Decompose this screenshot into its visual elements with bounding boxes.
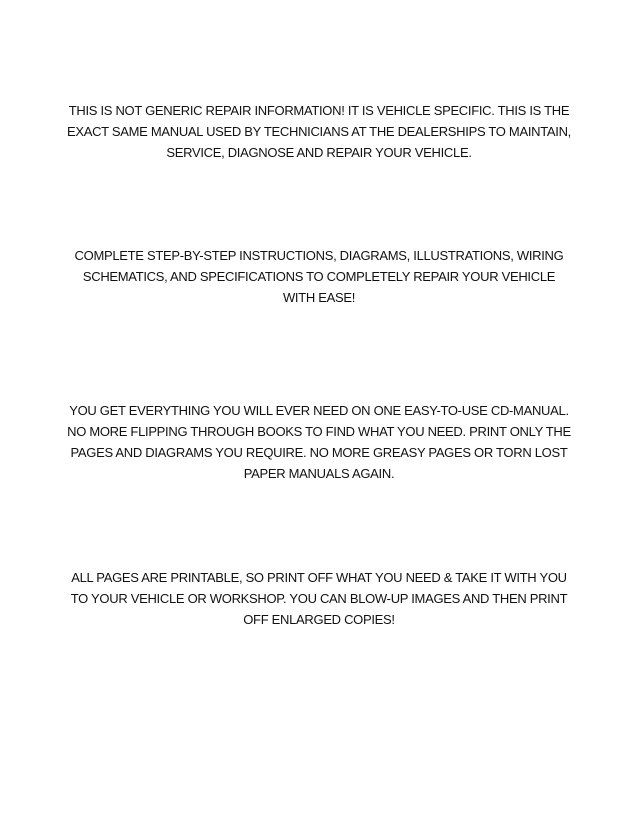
paragraph-vehicle-specific: THIS IS NOT GENERIC REPAIR INFORMATION! IT IS VEHICLE SPECIFIC. THIS IS THE EXACT SAME MANUAL USED BY TECHNICIANS AT THE DEALERSHIPS TO MAINTAIN, SERVICE, DIAGNOSE AND REPAIR YOUR VEHICLE. [66, 103, 571, 160]
paragraph-step-by-step-instructions: COMPLETE STEP-BY-STEP INSTRUCTIONS, DIAGRAMS, ILLUSTRATIONS, WIRING SCHEMATICS, AND SPECIFICATIONS TO COMPLETELY REPAIR YOUR VEHICLE WITH EASE! [74, 248, 564, 305]
paragraph-printable-pages: ALL PAGES ARE PRINTABLE, SO PRINT OFF WHAT YOU NEED & TAKE IT WITH YOU TO YOUR VEHICLE OR WORKSHOP. YOU CAN BLOW-UP IMAGES AND THEN PRINT OFF ENLARGED COPIES! [70, 570, 568, 627]
paragraph-cd-manual: YOU GET EVERYTHING YOU WILL EVER NEED ON ONE EASY-TO-USE CD-MANUAL. NO MORE FLIPPING THROUGH BOOKS TO FIND WHAT YOU NEED. PRINT ONLY THE PAGES AND DIAGRAMS YOU REQUIRE. NO MORE GREASY PAGES OR TORN LOST PAPER MANUALS AGAIN. [67, 403, 571, 481]
